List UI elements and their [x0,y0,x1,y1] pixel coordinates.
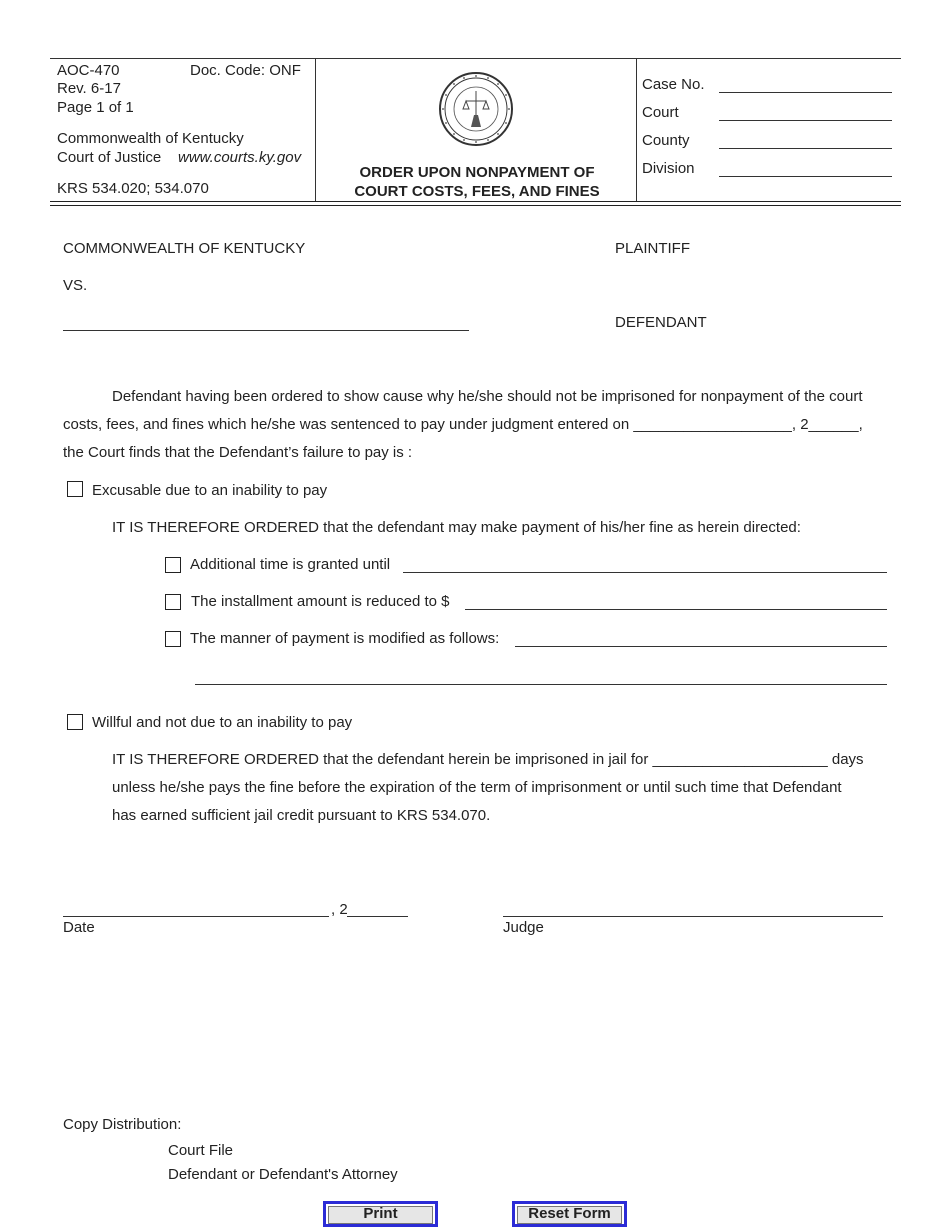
division-field[interactable] [719,176,892,177]
versus-label: VS. [63,277,88,294]
print-button-label: Print [328,1206,433,1224]
doc-code: Doc. Code: ONF [190,62,301,79]
form-number: AOC-470 [57,62,120,79]
ordered-payment-text: IT IS THEREFORE ORDERED that the defendant may make payment of his/her fine as herein directed: [112,519,801,536]
date-field[interactable] [63,916,329,917]
county-label: County [642,132,690,149]
distribution-recipient: Court File [168,1142,234,1159]
additional-time-checkbox[interactable] [165,557,181,573]
division-label: Division [642,160,695,177]
form-revision: Rev. 6-17 [57,80,121,97]
header-divider-left [315,58,316,201]
distribution-heading: Copy Distribution: [63,1116,182,1133]
judge-label: Judge [503,919,544,936]
willful-checkbox[interactable] [67,714,83,730]
judge-signature-field[interactable] [503,916,883,917]
installment-amount-field[interactable] [465,609,887,610]
court-label: Court [642,104,679,121]
manner-field[interactable] [515,646,887,647]
court-website: www.courts.ky.gov [178,149,302,166]
header-bottom-rule-2 [50,205,901,206]
additional-time-field[interactable] [403,572,887,573]
print-button[interactable] [323,1201,438,1227]
court-field[interactable] [719,120,892,121]
excusable-label: Excusable due to an inability to pay [92,482,328,499]
defendant-name-field[interactable] [63,330,469,331]
statute-reference: KRS 534.020; 534.070 [57,180,209,197]
org-name: Commonwealth of Kentucky [57,130,244,147]
header-divider-right [636,58,637,201]
defendant-label: DEFENDANT [615,314,707,331]
org-court: Court of Justice [57,149,162,166]
excusable-checkbox[interactable] [67,481,83,497]
case-no-field[interactable] [719,92,892,93]
intro-line-2: costs, fees, and fines which he/she was sentenced to pay under judgment entered on ___________________, 2______, [63,416,863,433]
installment-checkbox[interactable] [165,594,181,610]
intro-line-3: the Court finds that the Defendant’s failure to pay is : [63,444,413,461]
jail-order-line-2: unless he/she pays the fine before the expiration of the term of imprisonment or until such time that Defendant [112,779,842,796]
date-label: Date [63,919,95,936]
header-bottom-rule [50,201,901,202]
date-year-prefix: , 2 [331,901,348,918]
county-field[interactable] [719,148,892,149]
willful-label: Willful and not due to an inability to pay [92,714,353,731]
date-year-field[interactable] [347,916,408,917]
plaintiff-name: COMMONWEALTH OF KENTUCKY [63,240,306,257]
court-seal-icon [436,71,516,147]
plaintiff-label: PLAINTIFF [615,240,691,257]
intro-line-1: Defendant having been ordered to show cause why he/she should not be imprisoned for nonpayment of the court [112,388,863,405]
reset-form-button-label: Reset Form [517,1206,622,1224]
jail-order-line-1: IT IS THEREFORE ORDERED that the defendant herein be imprisoned in jail for _____________________ days [112,751,864,768]
installment-label: The installment amount is reduced to $ [191,593,450,610]
distribution-recipient: Defendant or Defendant's Attorney [168,1166,398,1183]
form-title-line1: ORDER UPON NONPAYMENT OF [359,164,595,181]
jail-order-line-3: has earned sufficient jail credit pursuant to KRS 534.070. [112,807,491,824]
manner-field-continued[interactable] [195,684,887,685]
manner-checkbox[interactable] [165,631,181,647]
page-number: Page 1 of 1 [57,99,134,116]
additional-time-label: Additional time is granted until [190,556,391,573]
manner-label: The manner of payment is modified as follows: [190,630,500,647]
reset-form-button[interactable] [512,1201,627,1227]
form-title-line2: COURT COSTS, FEES, AND FINES [354,183,600,200]
header-top-rule [50,58,901,59]
case-no-label: Case No. [642,76,705,93]
